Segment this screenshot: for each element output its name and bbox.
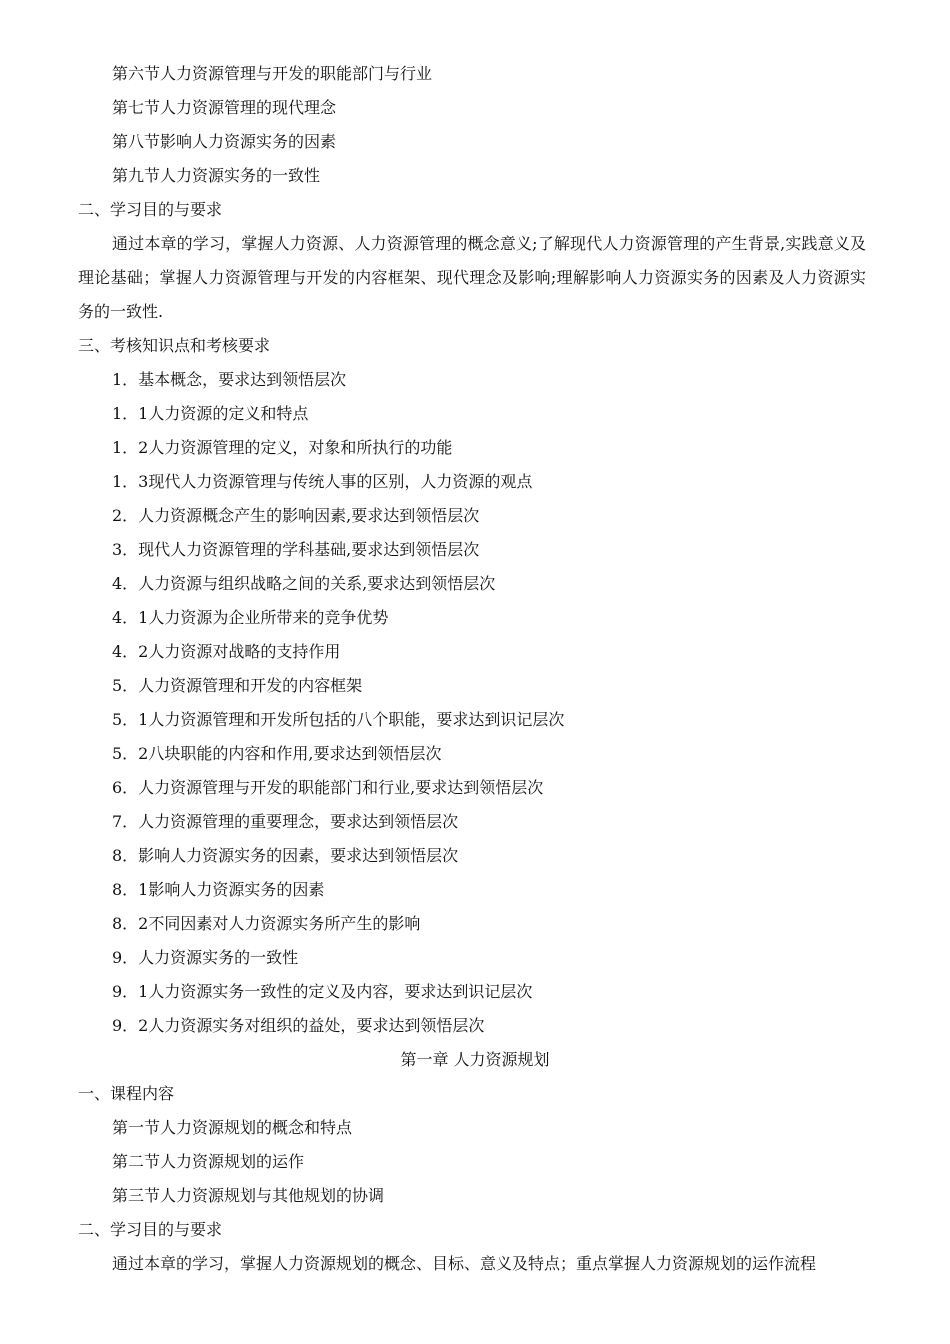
heading-objectives: 二、学习目的与要求 <box>78 200 223 219</box>
section-title: 第七节人力资源管理的现代理念 <box>112 98 337 117</box>
assessment-item: 4．人力资源与组织战略之间的关系,要求达到领悟层次 <box>112 574 496 593</box>
heading-content: 一、课程内容 <box>78 1084 175 1103</box>
assessment-item: 1．1人力资源的定义和特点 <box>112 404 309 423</box>
assessment-item: 1．2人力资源管理的定义，对象和所执行的功能 <box>112 438 453 457</box>
assessment-item: 3．现代人力资源管理的学科基础,要求达到领悟层次 <box>112 540 480 559</box>
objectives-paragraph: 通过本章的学习，掌握人力资源规划的概念、目标、意义及特点；重点掌握人力资源规划的运作流程 <box>112 1254 817 1273</box>
assessment-item: 9．2人力资源实务对组织的益处，要求达到领悟层次 <box>112 1016 485 1035</box>
heading-assessment: 三、考核知识点和考核要求 <box>78 336 271 355</box>
assessment-item: 1．基本概念，要求达到领悟层次 <box>112 370 347 389</box>
assessment-item: 4．2人力资源对战略的支持作用 <box>112 642 341 661</box>
assessment-item: 9．1人力资源实务一致性的定义及内容，要求达到识记层次 <box>112 982 533 1001</box>
section-title: 第六节人力资源管理与开发的职能部门与行业 <box>112 64 433 83</box>
section-title: 第一节人力资源规划的概念和特点 <box>112 1118 353 1137</box>
assessment-item: 6．人力资源管理与开发的职能部门和行业,要求达到领悟层次 <box>112 778 544 797</box>
heading-objectives: 二、学习目的与要求 <box>78 1220 223 1239</box>
assessment-item: 1．3现代人力资源管理与传统人事的区别，人力资源的观点 <box>112 472 533 491</box>
section-title: 第八节影响人力资源实务的因素 <box>112 132 337 151</box>
section-title: 第三节人力资源规划与其他规划的协调 <box>112 1186 385 1205</box>
assessment-item: 4．1人力资源为企业所带来的竞争优势 <box>112 608 389 627</box>
assessment-item: 5．人力资源管理和开发的内容框架 <box>112 676 363 695</box>
assessment-item: 2．人力资源概念产生的影响因素,要求达到领悟层次 <box>112 506 480 525</box>
assessment-item: 9．人力资源实务的一致性 <box>112 948 299 967</box>
objectives-paragraph: 通过本章的学习，掌握人力资源、人力资源管理的概念意义;了解现代人力资源管理的产生背景,实践意义及理论基础；掌握人力资源管理与开发的内容框架、现代理念及影响;理解影响人力资源实务的因素及人力资源实务的一致性. <box>78 234 866 321</box>
section-title: 第九节人力资源实务的一致性 <box>112 166 321 185</box>
assessment-item: 8．影响人力资源实务的因素，要求达到领悟层次 <box>112 846 459 865</box>
assessment-item: 5．1人力资源管理和开发所包括的八个职能，要求达到识记层次 <box>112 710 565 729</box>
assessment-item: 8．1影响人力资源实务的因素 <box>112 880 325 899</box>
section-title: 第二节人力资源规划的运作 <box>112 1152 305 1171</box>
assessment-item: 7．人力资源管理的重要理念，要求达到领悟层次 <box>112 812 459 831</box>
assessment-item: 8．2不同因素对人力资源实务所产生的影响 <box>112 914 421 933</box>
chapter-title: 第一章 人力资源规划 <box>400 1050 550 1069</box>
assessment-item: 5．2八块职能的内容和作用,要求达到领悟层次 <box>112 744 442 763</box>
